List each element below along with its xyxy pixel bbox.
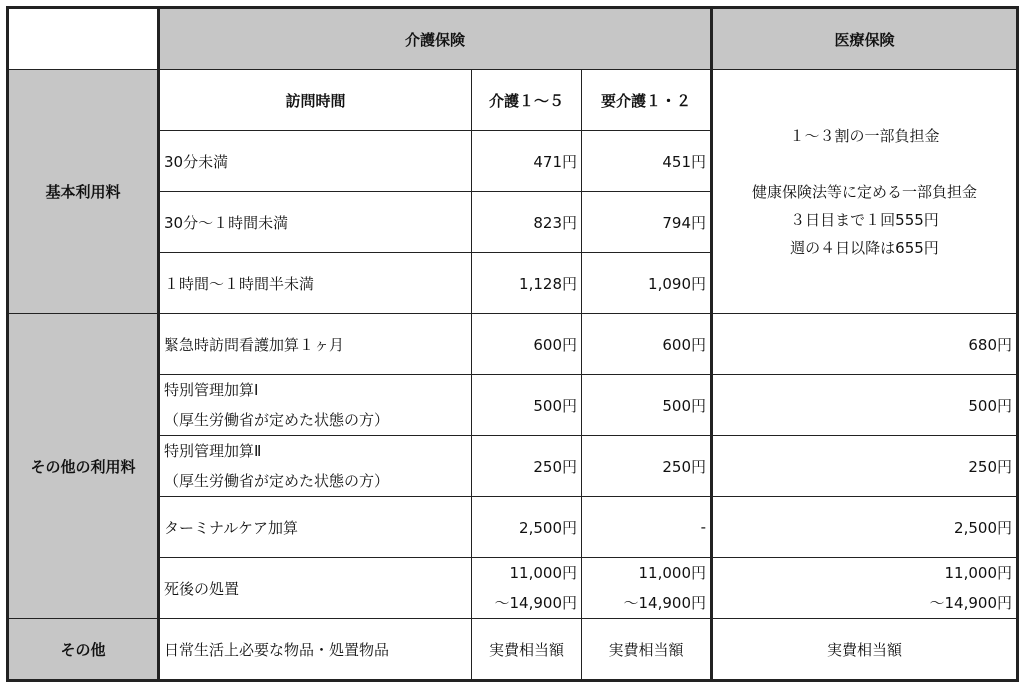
table-row	[8, 436, 1018, 497]
other-row-label-line2: （厚生労働省が定めた状態の方）	[164, 472, 390, 490]
other-row-label-line1: 特別管理加算Ⅰ	[164, 381, 259, 399]
shigo-iryo-line2: ～14,900円	[929, 594, 1012, 612]
other-misc-label: 日常生活上必要な物品・処置物品	[159, 619, 472, 681]
basic-row-label: 30分未満	[159, 131, 472, 192]
table-row	[8, 314, 1018, 375]
other-row-label-line1: 特別管理加算Ⅱ	[164, 442, 262, 460]
basic-row-kaigo15: 823円	[472, 192, 582, 253]
iryo-basic-line3: ３日目まで１回555円	[790, 210, 939, 229]
other-row-iryo: 2,500円	[712, 497, 1018, 558]
iryo-basic-fee-cell	[712, 70, 1018, 314]
header-row	[8, 8, 1018, 70]
basic-row-kaigo15: 1,128円	[472, 253, 582, 314]
shigo-kaigo15	[472, 558, 582, 619]
basic-row-kaigo15: 471円	[472, 131, 582, 192]
other-row-label: ターミナルケア加算	[159, 497, 472, 558]
basic-row-yokaigo12: 794円	[582, 192, 712, 253]
other-row-label-line2: （厚生労働省が定めた状態の方）	[164, 411, 390, 429]
shigo-label: 死後の処置	[159, 558, 472, 619]
iryo-basic-line2: 健康保険法等に定める一部負担金	[751, 182, 977, 201]
other-row-kaigo15: 250円	[472, 436, 582, 497]
other-row-kaigo15: 600円	[472, 314, 582, 375]
other-row-kaigo15: 2,500円	[472, 497, 582, 558]
other-misc-kaigo15: 実費相当額	[472, 619, 582, 681]
other-row-iryo: 500円	[712, 375, 1018, 436]
section-other: その他	[8, 619, 159, 681]
iryo-basic-spacer	[717, 150, 1012, 178]
shigo-iryo	[712, 558, 1018, 619]
shigo-yokaigo12-line1: 11,000円	[638, 564, 706, 582]
table-row	[8, 497, 1018, 558]
basic-row-label: 30分～１時間未満	[159, 192, 472, 253]
fee-table	[6, 6, 1019, 682]
table-row	[8, 558, 1018, 619]
other-misc-yokaigo12: 実費相当額	[582, 619, 712, 681]
shigo-yokaigo12-line2: ～14,900円	[623, 594, 706, 612]
other-row-yokaigo12: 600円	[582, 314, 712, 375]
basic-row-yokaigo12: 451円	[582, 131, 712, 192]
other-row-yokaigo12: 250円	[582, 436, 712, 497]
other-row-kaigo15: 500円	[472, 375, 582, 436]
other-row-yokaigo12: -	[582, 497, 712, 558]
other-row-label	[159, 375, 472, 436]
iryo-basic-line1: １～３割の一部負担金	[789, 126, 940, 145]
corner-cell	[8, 8, 159, 70]
yokaigo-1-2-header: 要介護１・２	[582, 70, 712, 131]
kaigo-insurance-header: 介護保険	[159, 8, 712, 70]
shigo-kaigo15-line2: ～14,900円	[494, 594, 577, 612]
other-misc-iryo: 実費相当額	[712, 619, 1018, 681]
basic-row-yokaigo12: 1,090円	[582, 253, 712, 314]
iryo-insurance-header: 医療保険	[712, 8, 1018, 70]
subheader-row	[8, 70, 1018, 131]
other-row-label: 緊急時訪問看護加算１ヶ月	[159, 314, 472, 375]
other-row-iryo: 680円	[712, 314, 1018, 375]
other-row-label	[159, 436, 472, 497]
section-other-fees: その他の利用料	[8, 314, 159, 619]
section-basic-fee: 基本利用料	[8, 70, 159, 314]
visit-time-header: 訪問時間	[159, 70, 472, 131]
iryo-basic-line4: 週の４日以降は655円	[790, 238, 939, 257]
table-row	[8, 619, 1018, 681]
table-row	[8, 375, 1018, 436]
other-row-yokaigo12: 500円	[582, 375, 712, 436]
shigo-yokaigo12	[582, 558, 712, 619]
kaigo-1-5-header: 介護１～５	[472, 70, 582, 131]
other-row-iryo: 250円	[712, 436, 1018, 497]
shigo-kaigo15-line1: 11,000円	[509, 564, 577, 582]
basic-row-label: １時間～１時間半未満	[159, 253, 472, 314]
shigo-iryo-line1: 11,000円	[944, 564, 1012, 582]
